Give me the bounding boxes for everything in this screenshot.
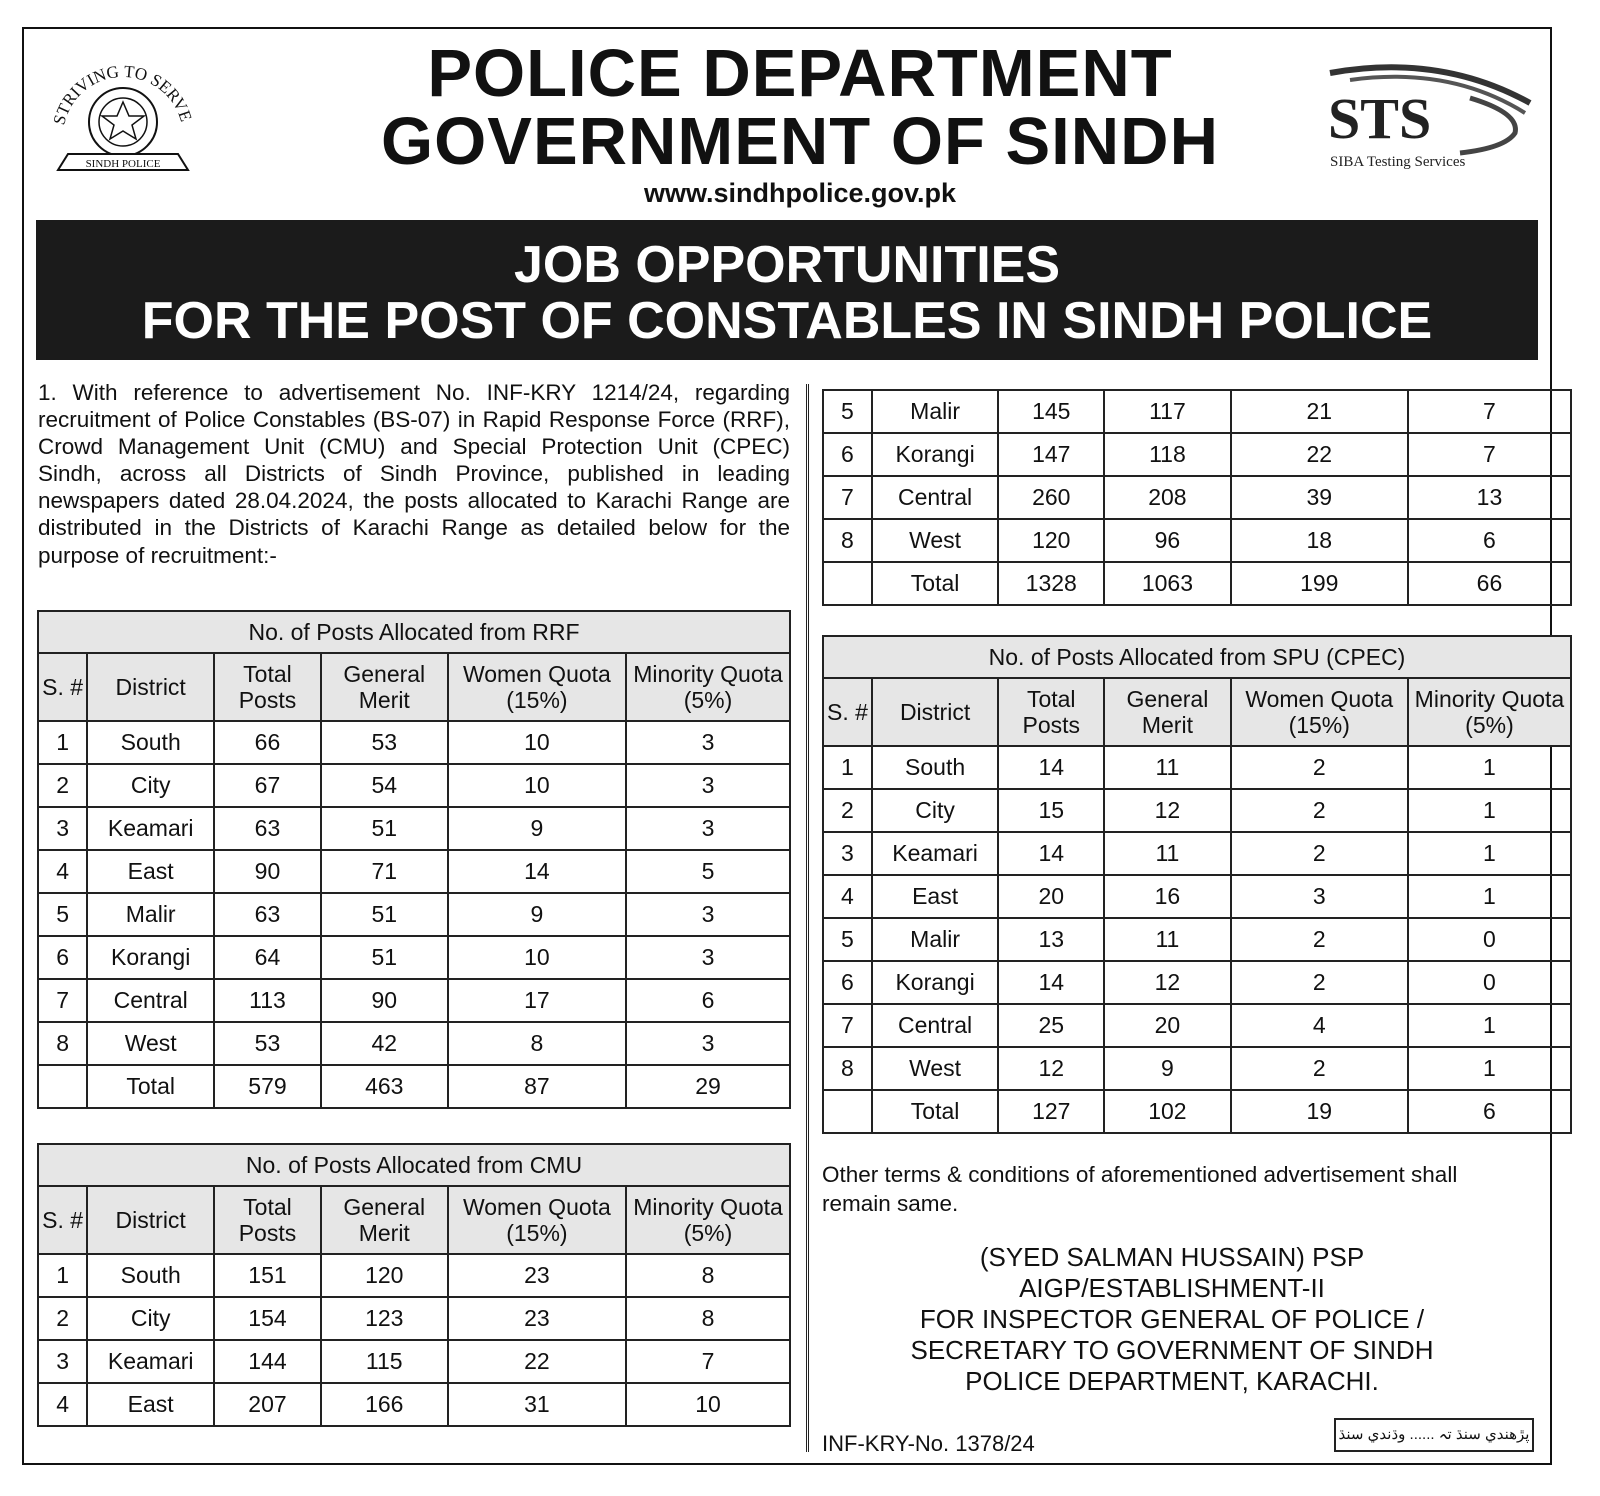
- table-cell: 66: [1408, 562, 1571, 605]
- ribbon-text-label: SINDH POLICE: [85, 158, 161, 170]
- table-cell: 113: [214, 979, 321, 1022]
- table-caption: No. of Posts Allocated from CMU: [38, 1144, 790, 1186]
- table-cell: 1: [1408, 832, 1571, 875]
- column-header-minority: Minority Quota (5%): [1408, 678, 1571, 746]
- table-cell: 8: [823, 1047, 872, 1090]
- table-cell: East: [87, 1383, 214, 1426]
- table-cell: 25: [998, 1004, 1104, 1047]
- table-cell: 1: [1408, 789, 1571, 832]
- column-header-merit: General Merit: [321, 1186, 448, 1254]
- table-cell: 8: [38, 1022, 87, 1065]
- table-cell: 2: [38, 1297, 87, 1340]
- title-line-2: GOVERNMENT OF SINDH: [381, 104, 1219, 179]
- column-divider: [806, 384, 809, 1452]
- job-banner: [36, 220, 1538, 360]
- table-cell: 2: [823, 789, 872, 832]
- table-cell: City: [87, 1297, 214, 1340]
- table-cell: 3: [626, 764, 790, 807]
- table-cell: 23: [448, 1297, 626, 1340]
- table-row: [38, 1297, 790, 1340]
- table-cell: East: [87, 850, 214, 893]
- table-cell: 4: [38, 1383, 87, 1426]
- table-cell: 51: [321, 936, 448, 979]
- svg-text:STRIVING TO SERVE: [49, 62, 195, 127]
- table-cell: 147: [998, 433, 1104, 476]
- table-cell: 22: [1231, 433, 1408, 476]
- table-cell: 22: [448, 1340, 626, 1383]
- table-cell: 8: [448, 1022, 626, 1065]
- table-cell: 6: [823, 433, 872, 476]
- signature-line: (SYED SALMAN HUSSAIN) PSP: [979, 1242, 1365, 1272]
- table-cell: South: [87, 1254, 214, 1297]
- urdu-slogan-box: پڙهندي سنڌ تہ ...... وڌندي سنڌ: [1334, 1418, 1534, 1452]
- table-cell: 120: [321, 1254, 448, 1297]
- table-cell: 5: [823, 918, 872, 961]
- table-cell: 7: [626, 1340, 790, 1383]
- table-cell: 51: [321, 893, 448, 936]
- table-cell: Central: [872, 1004, 998, 1047]
- table-row: [823, 918, 1571, 961]
- table-cell: 0: [1408, 918, 1571, 961]
- table-cell: 199: [1231, 562, 1408, 605]
- table-row: [823, 390, 1571, 433]
- table-cell: 12: [1104, 961, 1230, 1004]
- table-cell: 9: [448, 893, 626, 936]
- table-cell: 14: [448, 850, 626, 893]
- table-cell: 1: [1408, 1004, 1571, 1047]
- table-row: [38, 850, 790, 893]
- table-cell: Total: [87, 1065, 214, 1108]
- table-cell: 10: [448, 721, 626, 764]
- table-cell: 1: [38, 1254, 87, 1297]
- table-cell: 29: [626, 1065, 790, 1108]
- table-cell: 11: [1104, 918, 1230, 961]
- table-cell: Central: [87, 979, 214, 1022]
- table-cell: 6: [38, 936, 87, 979]
- table-cell: 123: [321, 1297, 448, 1340]
- table-row: [38, 979, 790, 1022]
- table-row: [823, 1004, 1571, 1047]
- table-cell: 90: [214, 850, 321, 893]
- table-cell: 579: [214, 1065, 321, 1108]
- table-cell: 64: [214, 936, 321, 979]
- table-row: [823, 875, 1571, 918]
- table-cell: 102: [1104, 1090, 1230, 1133]
- table-cell: 14: [998, 832, 1104, 875]
- table-cell: 87: [448, 1065, 626, 1108]
- table-cell: Korangi: [872, 961, 998, 1004]
- table-cell: 10: [448, 936, 626, 979]
- column-header-total: Total Posts: [214, 653, 321, 721]
- table-cell: South: [872, 746, 998, 789]
- table-row: [38, 936, 790, 979]
- table-cell: 53: [321, 721, 448, 764]
- table-cell: 5: [823, 390, 872, 433]
- table-cell: 2: [1231, 961, 1408, 1004]
- table-cell: 9: [448, 807, 626, 850]
- table-cell: 115: [321, 1340, 448, 1383]
- intro-paragraph: 1. With reference to advertisement No. INF-KRY 1214/24, regarding recruitment of Police Constables (BS-07) in Rapid Response Force (RRF), Crowd Management Unit (CMU) and Special Protection Unit (CPEC) Sindh, across all Districts of Sindh Province, published in leading newspapers dated 28.04.2024, the posts allocated to Karachi Range are distributed in the Districts of Karachi Range as detailed below for the purpose of recruitment:-: [38, 380, 790, 568]
- table-cell: 207: [214, 1383, 321, 1426]
- signature-line: FOR INSPECTOR GENERAL OF POLICE /: [919, 1304, 1425, 1334]
- column-header-women: Women Quota (15%): [448, 1186, 626, 1254]
- table-cell: City: [87, 764, 214, 807]
- table-cell: 208: [1104, 476, 1230, 519]
- table-cell: Total: [872, 562, 998, 605]
- table-cell: 127: [998, 1090, 1104, 1133]
- table-cell: South: [87, 721, 214, 764]
- table-cell: 7: [823, 1004, 872, 1047]
- table-row: [823, 832, 1571, 875]
- table-row: [38, 1022, 790, 1065]
- signature-block: [822, 1242, 1522, 1397]
- table-cell: 5: [38, 893, 87, 936]
- table-cell: 1: [1408, 1047, 1571, 1090]
- table-row: [823, 519, 1571, 562]
- table-cell: 8: [823, 519, 872, 562]
- table-cell: 1: [823, 746, 872, 789]
- table-cell: 31: [448, 1383, 626, 1426]
- table-cell: 63: [214, 893, 321, 936]
- column-header-district: District: [87, 653, 214, 721]
- table-cell: [823, 562, 872, 605]
- column-header-women: Women Quota (15%): [448, 653, 626, 721]
- cmu-allocation-table: [37, 1143, 791, 1427]
- spu-allocation-table: [822, 635, 1572, 1134]
- title-line-1: POLICE DEPARTMENT: [427, 36, 1173, 111]
- table-cell: 3: [626, 893, 790, 936]
- table-cell: 63: [214, 807, 321, 850]
- table-cell: Korangi: [87, 936, 214, 979]
- table-cell: 117: [1104, 390, 1230, 433]
- table-cell: 51: [321, 807, 448, 850]
- table-cell: 4: [1231, 1004, 1408, 1047]
- table-cell: 2: [1231, 1047, 1408, 1090]
- table-cell: 2: [1231, 789, 1408, 832]
- table-cell: Malir: [872, 390, 998, 433]
- table-cell: 6: [823, 961, 872, 1004]
- table-row: [38, 893, 790, 936]
- table-cell: 18: [1231, 519, 1408, 562]
- table-cell: 20: [1104, 1004, 1230, 1047]
- table-cell: 3: [823, 832, 872, 875]
- table-row: [38, 807, 790, 850]
- table-cell: 3: [38, 807, 87, 850]
- signature-line: SECRETARY TO GOVERNMENT OF SINDH: [910, 1335, 1434, 1365]
- table-cell: 67: [214, 764, 321, 807]
- table-cell: 66: [214, 721, 321, 764]
- table-row: [823, 562, 1571, 605]
- table-cell: 15: [998, 789, 1104, 832]
- column-header-minority: Minority Quota (5%): [626, 653, 790, 721]
- table-cell: West: [872, 1047, 998, 1090]
- table-cell: 1: [1408, 746, 1571, 789]
- table-cell: 154: [214, 1297, 321, 1340]
- sts-logo-sub-label: SIBA Testing Services: [1330, 154, 1466, 170]
- table-cell: 54: [321, 764, 448, 807]
- table-cell: Total: [872, 1090, 998, 1133]
- table-cell: 144: [214, 1340, 321, 1383]
- table-cell: 53: [214, 1022, 321, 1065]
- column-header-minority: Minority Quota (5%): [626, 1186, 790, 1254]
- table-cell: [38, 1065, 87, 1108]
- column-header-women: Women Quota (15%): [1231, 678, 1408, 746]
- other-terms-note: Other terms & conditions of aforementioned advertisement shall remain same.: [822, 1162, 1458, 1216]
- reference-number: INF-KRY-No. 1378/24: [822, 1431, 1035, 1456]
- table-cell: 23: [448, 1254, 626, 1297]
- ring-text-label: STRIVING TO SERVE: [49, 61, 196, 127]
- table-cell: 7: [1408, 390, 1571, 433]
- table-cell: 39: [1231, 476, 1408, 519]
- table-cell: 96: [1104, 519, 1230, 562]
- signature-line: POLICE DEPARTMENT, KARACHI.: [965, 1366, 1379, 1396]
- table-cell: 2: [1231, 918, 1408, 961]
- table-cell: 145: [998, 390, 1104, 433]
- table-row: [823, 433, 1571, 476]
- website-link[interactable]: www.sindhpolice.gov.pk: [643, 178, 957, 208]
- table-row: [823, 1047, 1571, 1090]
- table-cell: 19: [1231, 1090, 1408, 1133]
- table-cell: 42: [321, 1022, 448, 1065]
- column-header-merit: General Merit: [321, 653, 448, 721]
- table-cell: 151: [214, 1254, 321, 1297]
- table-cell: Korangi: [872, 433, 998, 476]
- table-cell: 4: [823, 875, 872, 918]
- table-cell: 90: [321, 979, 448, 1022]
- table-cell: 6: [1408, 1090, 1571, 1133]
- table-cell: West: [87, 1022, 214, 1065]
- table-caption: No. of Posts Allocated from SPU (CPEC): [823, 636, 1571, 678]
- table-row: [823, 789, 1571, 832]
- column-header-district: District: [872, 678, 998, 746]
- table-cell: 17: [448, 979, 626, 1022]
- column-header-sno: S. #: [38, 1186, 87, 1254]
- table-cell: 11: [1104, 832, 1230, 875]
- table-cell: 3: [626, 1022, 790, 1065]
- table-cell: 71: [321, 850, 448, 893]
- table-cell: 0: [1408, 961, 1571, 1004]
- table-cell: 6: [1408, 519, 1571, 562]
- table-cell: [823, 1090, 872, 1133]
- table-cell: West: [872, 519, 998, 562]
- table-row: [38, 721, 790, 764]
- table-row: [823, 961, 1571, 1004]
- table-caption: No. of Posts Allocated from RRF: [38, 611, 790, 653]
- table-row: [38, 1254, 790, 1297]
- banner-line-2: FOR THE POST OF CONSTABLES IN SINDH POLICE: [141, 292, 1433, 350]
- table-cell: 7: [1408, 433, 1571, 476]
- table-cell: 1: [38, 721, 87, 764]
- column-header-merit: General Merit: [1104, 678, 1230, 746]
- table-cell: 3: [1231, 875, 1408, 918]
- table-cell: 20: [998, 875, 1104, 918]
- sindh-police-emblem-icon: [38, 42, 208, 182]
- sts-logo-icon: [1320, 58, 1540, 178]
- table-cell: East: [872, 875, 998, 918]
- table-cell: Keamari: [87, 1340, 214, 1383]
- table-cell: 463: [321, 1065, 448, 1108]
- table-cell: 7: [823, 476, 872, 519]
- table-cell: Keamari: [872, 832, 998, 875]
- sts-logo-brand-label: STS: [1328, 86, 1432, 151]
- table-cell: 7: [38, 979, 87, 1022]
- column-header-district: District: [87, 1186, 214, 1254]
- column-header-sno: S. #: [38, 653, 87, 721]
- table-cell: 13: [998, 918, 1104, 961]
- table-cell: 12: [998, 1047, 1104, 1090]
- table-row: [823, 746, 1571, 789]
- table-cell: 1328: [998, 562, 1104, 605]
- table-cell: 14: [998, 961, 1104, 1004]
- cmu-allocation-table-continued: [822, 389, 1572, 606]
- department-title: [300, 36, 1300, 179]
- table-cell: Keamari: [87, 807, 214, 850]
- table-cell: Malir: [87, 893, 214, 936]
- table-cell: 2: [38, 764, 87, 807]
- table-cell: City: [872, 789, 998, 832]
- table-cell: 3: [626, 807, 790, 850]
- table-cell: 120: [998, 519, 1104, 562]
- column-header-total: Total Posts: [214, 1186, 321, 1254]
- table-cell: 8: [626, 1254, 790, 1297]
- table-cell: 16: [1104, 875, 1230, 918]
- signature-line: AIGP/ESTABLISHMENT-II: [1019, 1273, 1325, 1303]
- table-row: [823, 476, 1571, 519]
- table-cell: 21: [1231, 390, 1408, 433]
- table-cell: 8: [626, 1297, 790, 1340]
- table-cell: Central: [872, 476, 998, 519]
- table-row: [38, 1383, 790, 1426]
- table-cell: 2: [1231, 746, 1408, 789]
- table-row: [38, 1065, 790, 1108]
- table-cell: 1: [1408, 875, 1571, 918]
- table-row: [823, 1090, 1571, 1133]
- table-cell: 1063: [1104, 562, 1230, 605]
- table-cell: 14: [998, 746, 1104, 789]
- column-header-total: Total Posts: [998, 678, 1104, 746]
- table-cell: 5: [626, 850, 790, 893]
- banner-line-1: JOB OPPORTUNITIES: [513, 236, 1061, 294]
- table-cell: 118: [1104, 433, 1230, 476]
- table-cell: 6: [626, 979, 790, 1022]
- table-cell: Malir: [872, 918, 998, 961]
- table-cell: 13: [1408, 476, 1571, 519]
- column-header-sno: S. #: [823, 678, 872, 746]
- table-cell: 12: [1104, 789, 1230, 832]
- table-cell: 9: [1104, 1047, 1230, 1090]
- table-cell: 3: [626, 936, 790, 979]
- table-cell: 3: [38, 1340, 87, 1383]
- table-cell: 2: [1231, 832, 1408, 875]
- table-cell: 3: [626, 721, 790, 764]
- table-cell: 11: [1104, 746, 1230, 789]
- table-cell: 166: [321, 1383, 448, 1426]
- table-row: [38, 1340, 790, 1383]
- table-cell: 10: [626, 1383, 790, 1426]
- rrf-allocation-table: [37, 610, 791, 1109]
- table-cell: 10: [448, 764, 626, 807]
- table-cell: 4: [38, 850, 87, 893]
- table-row: [38, 764, 790, 807]
- table-cell: 260: [998, 476, 1104, 519]
